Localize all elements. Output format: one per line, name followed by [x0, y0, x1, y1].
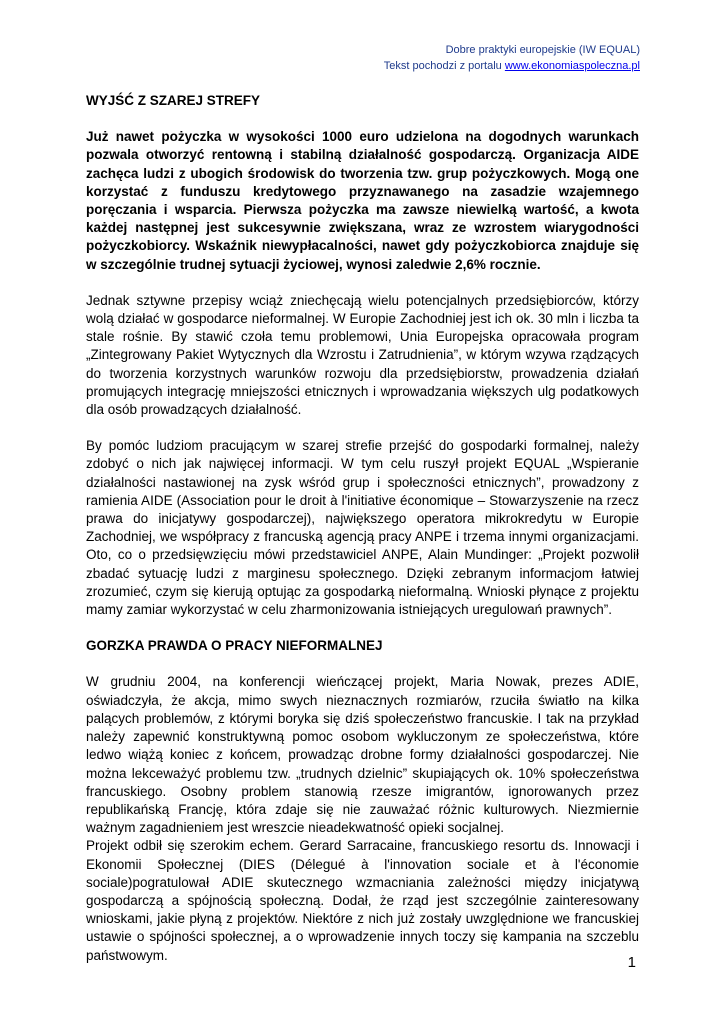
article-title: WYJŚĆ Z SZAREJ STREFY [86, 93, 261, 108]
paragraph-2: By pomóc ludziom pracującym w szarej strefie przejść do gospodarki formalnej, należy zdobyć o nich jak najwięcej informacji. W tym celu ruszył projekt EQUAL „Wspieranie działalności nastawionej na zysk wśród grup i społeczności etnicznych”, prowadzony z ramienia AIDE (Association pour le droit à l'initiative économique – Stowarzyszenie na rzecz prawa do inicjatywy gospodarczej), największego operatora mikrokredytu w Europie Zachodniej, we współpracy z francuską agencją pracy ANPE i trzema innymi organizacjami. Oto, co o przedsięwzięciu mówi przedstawiciel ANPE, Alain Mundinger: „Projekt pozwolił zbadać sytuację ludzi z marginesu społecznego. Dzięki zebranym informacjom łatwiej zrozumieć, czym się kierują optując za gospodarką nieformalną. Wnioski płynące z projektu mamy zamiar wykorzystać w celu zharmonizowania istniejących uregulowań prawnych”. [86, 438, 639, 618]
portal-link[interactable]: www.ekonomiaspoleczna.pl [504, 60, 640, 72]
header-source-line: Dobre praktyki europejskie (IW EQUAL) [445, 44, 640, 56]
paragraph-3: W grudniu 2004, na konferencji wieńczącej projekt, Maria Nowak, prezes ADIE, oświadczyła, że akcja, mimo swych nieznacznych rozmiarów, rzuciła światło na kilka palących problemów, z którymi boryka się dziś społeczeństwo francuskie. I tak na przykład należy zapewnić konstruktywną pomoc osobom wykluczonym ze społeczeństwa, które ledwo wiążą koniec z końcem, prowadząc drobne formy działalności gospodarczej. Nie można lekceważyć problemu tzw. „trudnych dzielnic” skupiających ok. 10% społeczeństwa francuskiego. Osobny problem stanowią rzesze imigrantów, ignorowanych przez republikańską Francję, która zdaje się nie zauważać różnic kulturowych. Niezmiernie ważnym zagadnieniem jest wreszcie nieadekwatność opieki socjalnej. [86, 674, 639, 836]
paragraph-4: Projekt odbił się szerokim echem. Gerard Sarracaine, francuskiego resortu ds. Innowacji i Ekonomii Społecznej (DIES (Délegué à l'innovation sociale et à l'économie sociale)pogratulował ADIE skutecznego wzmacniania zależności między inicjatywą gospodarczą a spójnością społeczną. Dodał, że rząd jest szczególnie zainteresowany wnioskami, jakie płyną z projektów. Niektóre z nich już zostały uwzględnione we francuskiej ustawie o spójności społecznej, a o wprowadzenie innych toczy się kampania na szczeblu państwowym. [86, 838, 639, 963]
section-title: GORZKA PRAWDA O PRACY NIEFORMALNEJ [86, 638, 383, 654]
page-header [384, 42, 640, 74]
document-body [86, 92, 639, 965]
lead-paragraph: Już nawet pożyczka w wysokości 1000 euro udzielona na dogodnych warunkach pozwala otworzyć rentowną i stabilną działalność gospodarczą. Organizacja AIDE zachęca ludzi z ubogich środowisk do tworzenia tzw. grup pożyczkowych. Mogą one korzystać z funduszu kredytowego przyznawanego na zasadzie wzajemnego poręczania i wsparcia. Pierwsza pożyczka ma zawsze niewielką wartość, a kwota każdej następnej jest sukcesywnie zwiększana, wraz ze wzrostem wiarygodności pożyczkobiorcy. Wskaźnik niewypłacalności, nawet gdy pożyczkobiorca znajduje się w szczególnie trudnej sytuacji życiowej, wynosi zaledwie 2,6% rocznie. [86, 129, 639, 272]
header-portal-prefix: Tekst pochodzi z portalu [383, 60, 505, 72]
header-portal-line [384, 58, 640, 74]
paragraph-1: Jednak sztywne przepisy wciąż zniechęcają wielu potencjalnych przedsiębiorców, którzy wolą działać w gospodarce nieformalnej. W Europie Zachodniej jest ich ok. 30 mln i liczba ta stale rośnie. By stawić czoła temu problemowi, Unia Europejska opracowała program „Zintegrowany Pakiet Wytycznych dla Wzrostu i Zatrudnienia”, w którym wzywa rządzących do tworzenia korzystnych warunków rozwoju dla przedsiębiorstw, prowadzenia działań promujących integrację mniejszości etnicznych i wprowadzania większych ulg podatkowych dla osób prowadzących działalność. [86, 292, 639, 418]
page-number: 1 [627, 954, 636, 971]
